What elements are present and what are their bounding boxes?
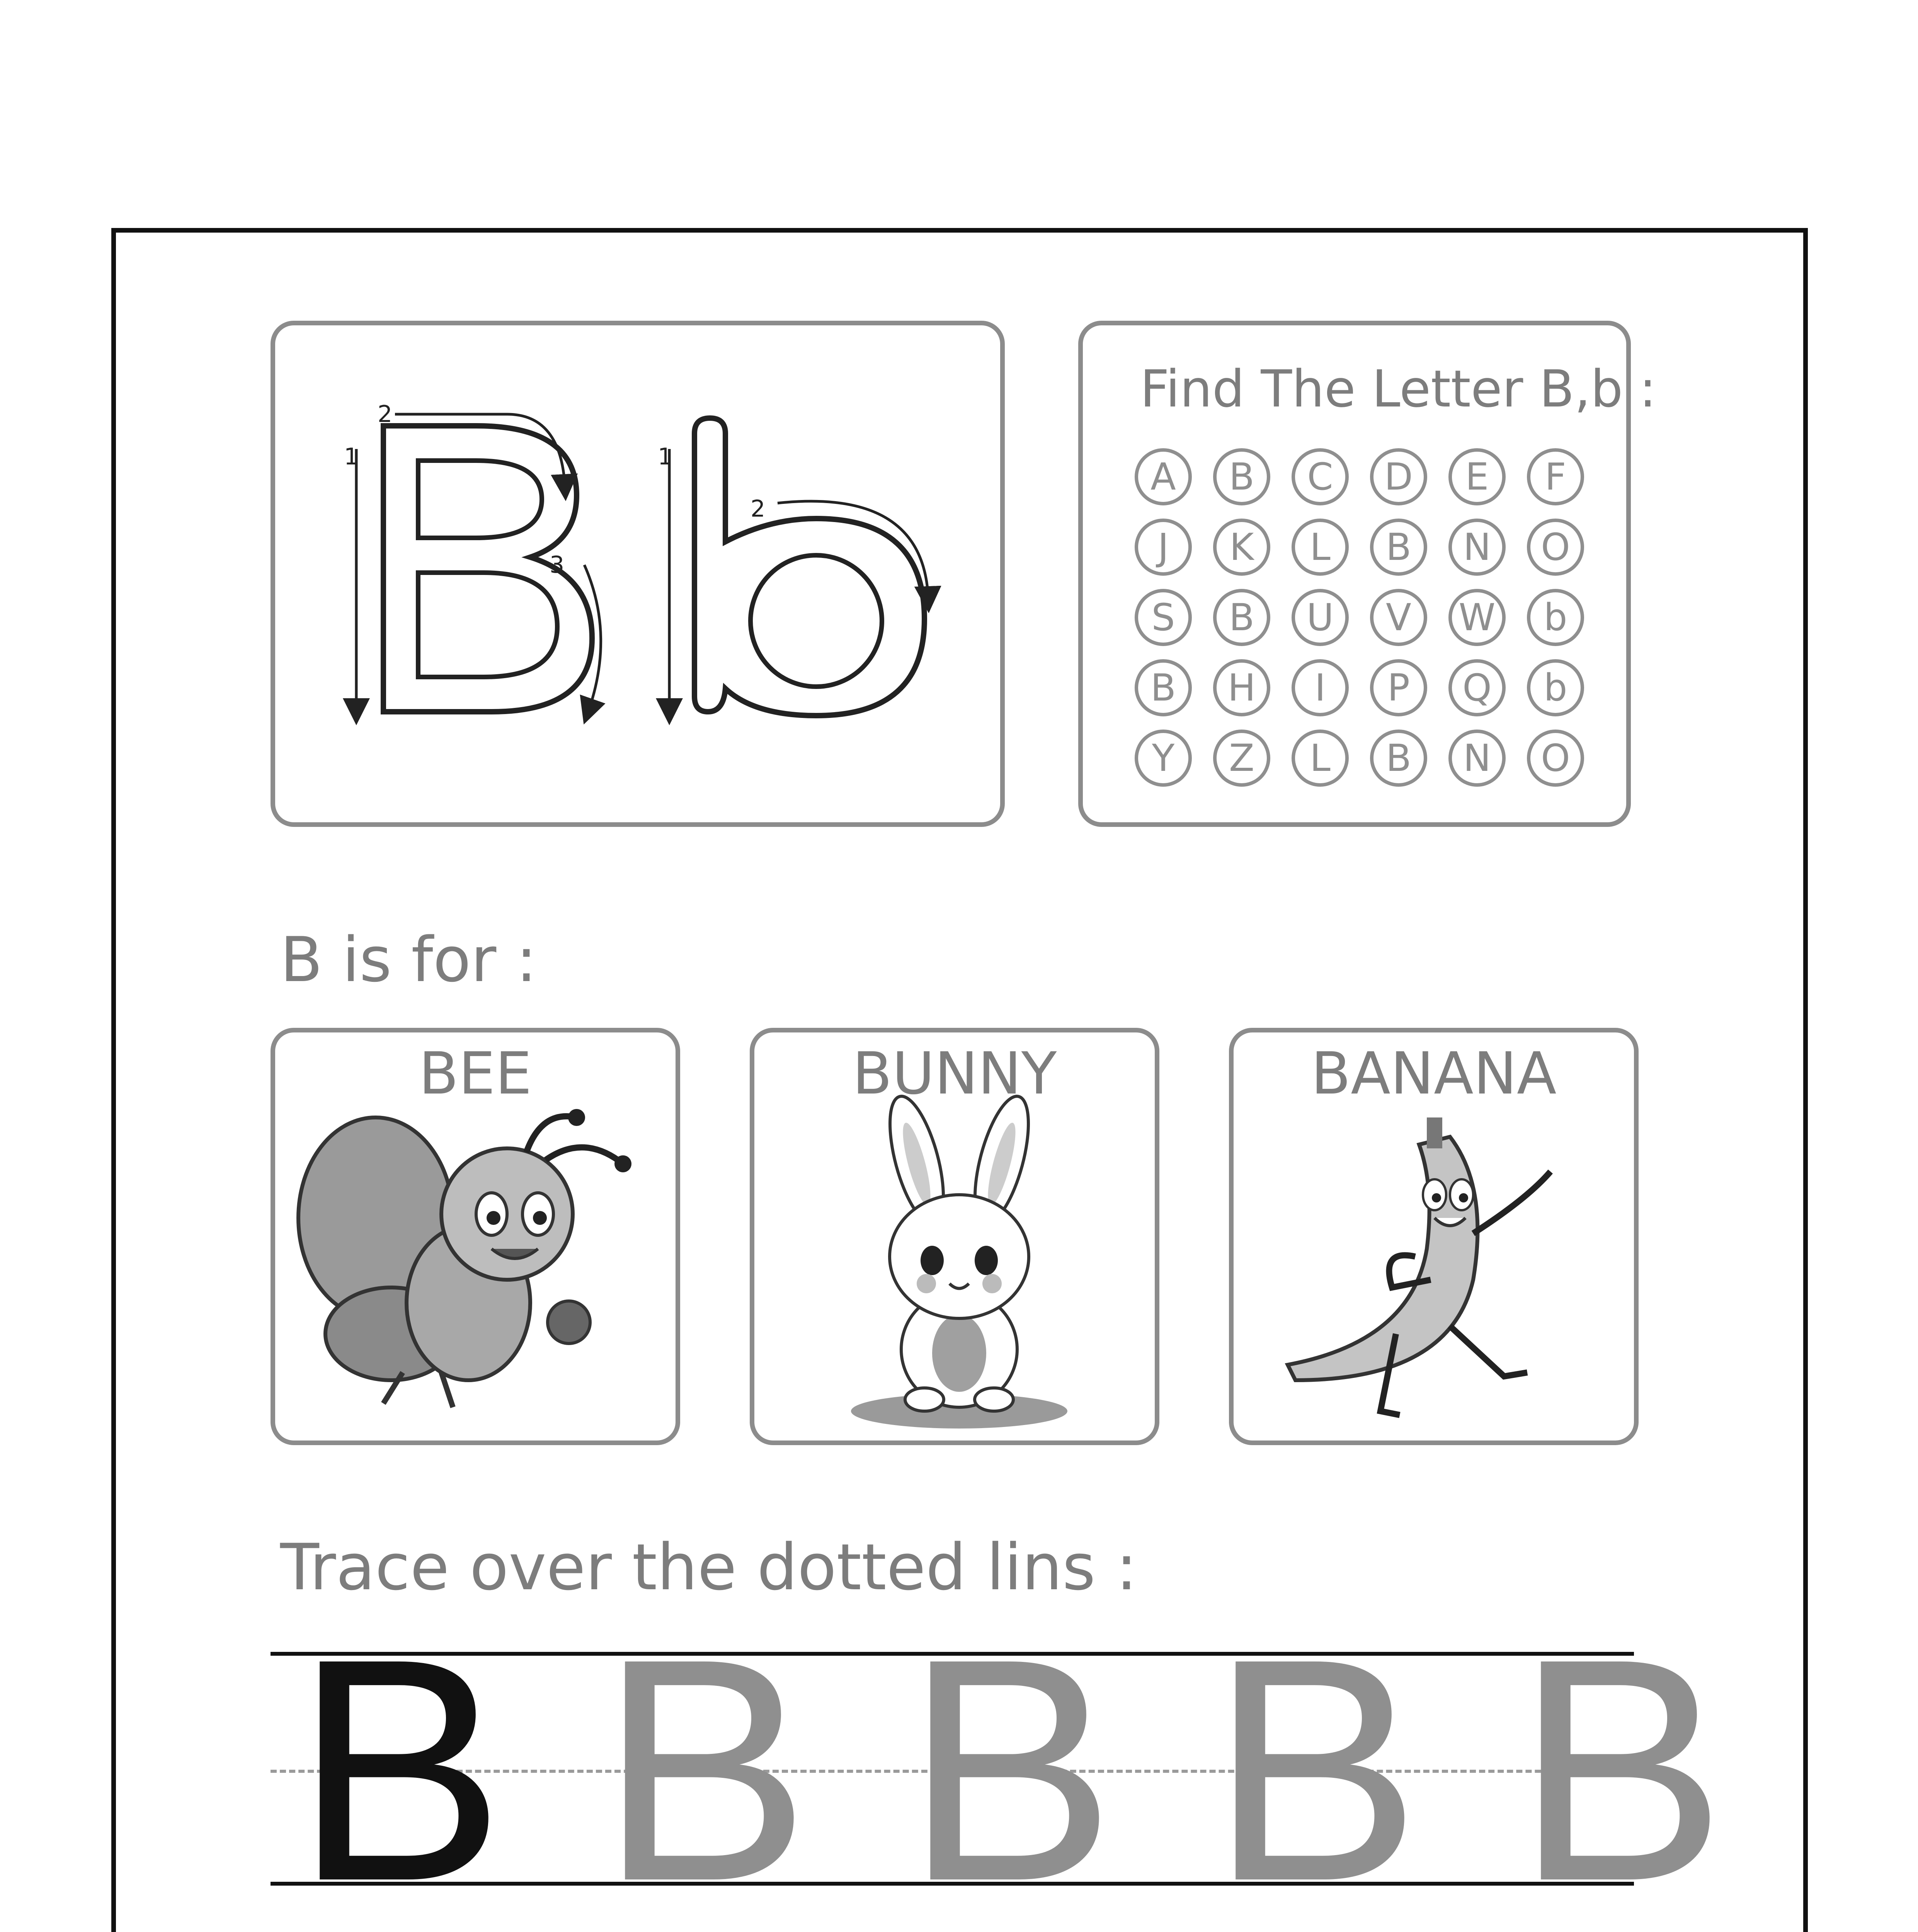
outlined-lower-b xyxy=(694,418,924,716)
card-label: BEE xyxy=(419,1040,532,1107)
picture-card-bee xyxy=(271,1028,680,1445)
letter-circle[interactable]: N xyxy=(1448,519,1506,576)
letter-circle[interactable]: B xyxy=(1213,448,1270,505)
letter-demo-strokes xyxy=(275,325,1009,832)
letter-circle[interactable]: S xyxy=(1135,589,1192,646)
card-label: BUNNY xyxy=(852,1040,1057,1107)
letter-circle[interactable]: O xyxy=(1527,730,1584,787)
banana-icon xyxy=(1234,1032,1643,1450)
letter-circle[interactable]: H xyxy=(1213,659,1270,716)
trace-letter-upper: B xyxy=(1210,1593,1421,1932)
picture-card-bunny xyxy=(750,1028,1159,1445)
letter-circle[interactable]: b xyxy=(1527,589,1584,646)
letter-circle[interactable]: Q xyxy=(1448,659,1506,716)
card-label: BANANA xyxy=(1311,1040,1557,1107)
stroke-number: 1 xyxy=(344,443,359,470)
picture-card-banana xyxy=(1229,1028,1639,1445)
letter-circle[interactable]: Z xyxy=(1213,730,1270,787)
letter-circle[interactable]: D xyxy=(1370,448,1427,505)
letter-circle[interactable]: F xyxy=(1527,448,1584,505)
trace-letter-upper: B xyxy=(599,1593,810,1932)
letter-circle[interactable]: Y xyxy=(1135,730,1192,787)
example-letter-upper: B xyxy=(294,1593,505,1932)
letter-circle[interactable]: I xyxy=(1292,659,1349,716)
letter-circle[interactable]: A xyxy=(1135,448,1192,505)
stroke-number: 2 xyxy=(378,401,393,428)
trace-heading: Trace over the dotted lins : xyxy=(280,1530,1137,1604)
letter-circle[interactable]: E xyxy=(1448,448,1506,505)
letter-circle[interactable]: J xyxy=(1135,519,1192,576)
find-letter-title: Find The Letter B,b : xyxy=(1140,359,1656,419)
letter-circle[interactable]: V xyxy=(1370,589,1427,646)
bunny-icon xyxy=(754,1032,1164,1450)
find-letter-grid xyxy=(1135,448,1598,804)
letter-circle[interactable]: W xyxy=(1448,589,1506,646)
letter-circle[interactable]: L xyxy=(1292,519,1349,576)
letter-circle[interactable]: K xyxy=(1213,519,1270,576)
letter-circle[interactable]: U xyxy=(1292,589,1349,646)
stroke-number: 2 xyxy=(751,495,766,522)
letter-circle[interactable]: L xyxy=(1292,730,1349,787)
letter-circle[interactable]: B xyxy=(1213,589,1270,646)
letter-circle[interactable]: B xyxy=(1370,519,1427,576)
letter-circle[interactable]: B xyxy=(1370,730,1427,787)
letter-demo-box xyxy=(271,321,1005,827)
letter-circle[interactable]: P xyxy=(1370,659,1427,716)
stroke-number: 3 xyxy=(550,551,565,578)
stroke-number: 1 xyxy=(658,443,673,470)
letter-circle[interactable]: B xyxy=(1135,659,1192,716)
letter-circle[interactable]: C xyxy=(1292,448,1349,505)
letter-circle[interactable]: N xyxy=(1448,730,1506,787)
letter-circle[interactable]: b xyxy=(1527,659,1584,716)
trace-letter-upper: B xyxy=(904,1593,1116,1932)
b-is-for-heading: B is for : xyxy=(280,923,537,996)
letter-circle[interactable]: O xyxy=(1527,519,1584,576)
trace-letter-upper: B xyxy=(1515,1593,1726,1932)
bee-icon xyxy=(275,1032,685,1450)
